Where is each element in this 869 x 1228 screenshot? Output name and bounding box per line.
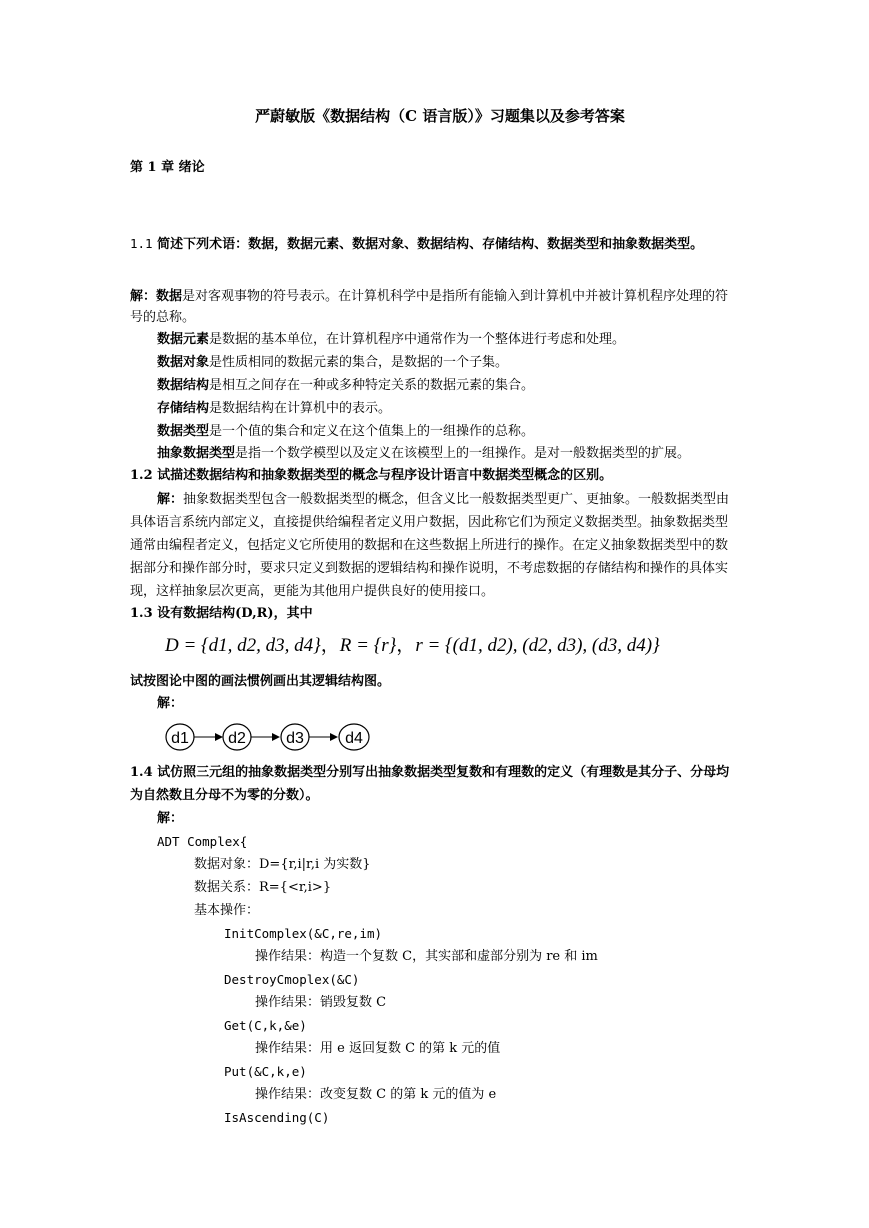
node-label: d4 (345, 730, 363, 747)
op-signature: IsAscending(C) (224, 1110, 330, 1125)
answer-lead: 解： (157, 811, 184, 826)
answer-lead: 解： (157, 492, 184, 507)
answer-1-1-line1 (130, 287, 750, 307)
answer-1-2-line3: 通常由编程者定义，包括定义它所使用的数据和在这些数据上所进行的操作。在定义抽象数据类型中的数 (130, 538, 729, 553)
answer-1-2-line1 (157, 490, 777, 510)
node-d3 (281, 724, 309, 750)
op-result: 操作结果：构造一个复数 C，其实部和虚部分别为 re 和 im (255, 949, 598, 964)
question-text: 简述下列术语：数据，数据元素、数据对象、数据结构、存储结构、数据类型和抽象数据类型。 (152, 237, 704, 252)
question-1-4-line1: 1.4 试仿照三元组的抽象数据类型分别写出抽象数据类型复数和有理数的定义（有理数是其分子、分母均 (130, 765, 730, 780)
op-result: 操作结果：改变复数 C 的第 k 元的值为 e (255, 1087, 497, 1102)
set-formula (165, 631, 725, 661)
question-1-1 (130, 234, 750, 255)
op-signature: Put(&C,k,e) (224, 1064, 307, 1079)
adt-basic-ops: 基本操作： (194, 903, 260, 918)
term-definition: 是数据结构在计算机中的表示。 (209, 401, 392, 416)
answer-1-1-line2: 号的总称。 (130, 310, 196, 325)
term-name: 数据类型 (157, 424, 210, 439)
term-definition: 是指一个数学模型以及定义在该模型上的一组操作。是对一般数据类型的扩展。 (235, 446, 691, 461)
term-name: 抽象数据类型 (157, 446, 236, 461)
term-item (157, 444, 777, 464)
op-result: 操作结果：用 e 返回复数 C 的第 k 元的值 (255, 1041, 501, 1056)
term-definition: 是一个值的集合和定义在这个值集上的一组操作的总称。 (209, 424, 535, 439)
question-1-4-line2: 为自然数且分母不为零的分数）。 (130, 788, 319, 803)
formula-d: D = {d1, d2, d3, d4} (165, 635, 321, 656)
term-definition: 是相互之间存在一种或多种特定关系的数据元素的集合。 (209, 378, 535, 393)
node-label: d3 (286, 730, 304, 747)
node-label: d1 (171, 730, 189, 747)
term-item (157, 376, 777, 396)
term-name: 存储结构 (157, 401, 210, 416)
op-signature: Get(C,k,&e) (224, 1018, 307, 1033)
logical-structure-diagram (163, 718, 378, 758)
question-1-3-instruction: 试按图论中图的画法惯例画出其逻辑结构图。 (130, 674, 391, 689)
term-data: 数据 (156, 289, 183, 304)
answer-lead: 解： (130, 289, 157, 304)
formula-r: R = {r} (339, 635, 397, 656)
op-result: 操作结果：销毁复数 C (255, 995, 387, 1010)
formula-separator: ， (396, 635, 416, 656)
adt-data-relation: 数据关系：R={<r,i>} (194, 880, 332, 895)
formula-separator: ， (320, 635, 340, 656)
question-1-2: 1.2 试描述数据结构和抽象数据类型的概念与程序设计语言中数据类型概念的区别。 (130, 468, 613, 483)
answer-1-2-line5: 现，这样抽象层次更高，更能为其他用户提供良好的使用接口。 (130, 584, 495, 599)
term-item (157, 330, 777, 350)
question-number: 1.1 (130, 236, 153, 251)
term-item (157, 353, 777, 373)
definition-data: 是对客观事物的符号表示。在计算机科学中是指所有能输入到计算机中并被计算机程序处理的符 (182, 289, 729, 304)
node-d1 (166, 724, 194, 750)
node-d4 (339, 724, 369, 750)
chapter-heading: 第 1 章 绪论 (130, 160, 205, 175)
question-1-3: 1.3 设有数据结构(D,R)，其中 (130, 606, 313, 621)
answer-1-2-line4: 据部分和操作部分时，要求只定义到数据的逻辑结构和操作说明，不考虑数据的存储结构和操作的具体实 (130, 561, 729, 576)
formula-relation: r = {(d1, d2), (d2, d3), (d3, d4)} (415, 635, 660, 656)
node-d2 (223, 724, 251, 750)
adt-header: ADT Complex{ (157, 834, 248, 849)
term-definition: 是性质相同的数据元素的集合，是数据的一个子集。 (209, 355, 509, 370)
op-signature: InitComplex(&C,re,im) (224, 926, 383, 941)
term-name: 数据对象 (157, 355, 210, 370)
op-signature: DestroyCmoplex(&C) (224, 972, 360, 987)
answer-text: 抽象数据类型包含一般数据类型的概念，但含义比一般数据类型更广、更抽象。一般数据类型由 (183, 492, 730, 507)
node-label: d2 (228, 730, 246, 747)
term-item (157, 399, 777, 419)
answer-lead: 解： (157, 696, 184, 711)
term-name: 数据结构 (157, 378, 210, 393)
adt-data-object: 数据对象：D={r,i|r,i 为实数} (194, 857, 371, 872)
term-definition: 是数据的基本单位，在计算机程序中通常作为一个整体进行考虑和处理。 (209, 332, 626, 347)
document-title: 严蔚敏版《数据结构（C 语言版）》习题集以及参考答案 (255, 107, 625, 125)
answer-1-2-line2: 具体语言系统内部定义，直接提供给编程者定义用户数据，因此称它们为预定义数据类型。抽象数据类型 (130, 515, 729, 530)
term-item (157, 422, 777, 442)
term-name: 数据元素 (157, 332, 210, 347)
